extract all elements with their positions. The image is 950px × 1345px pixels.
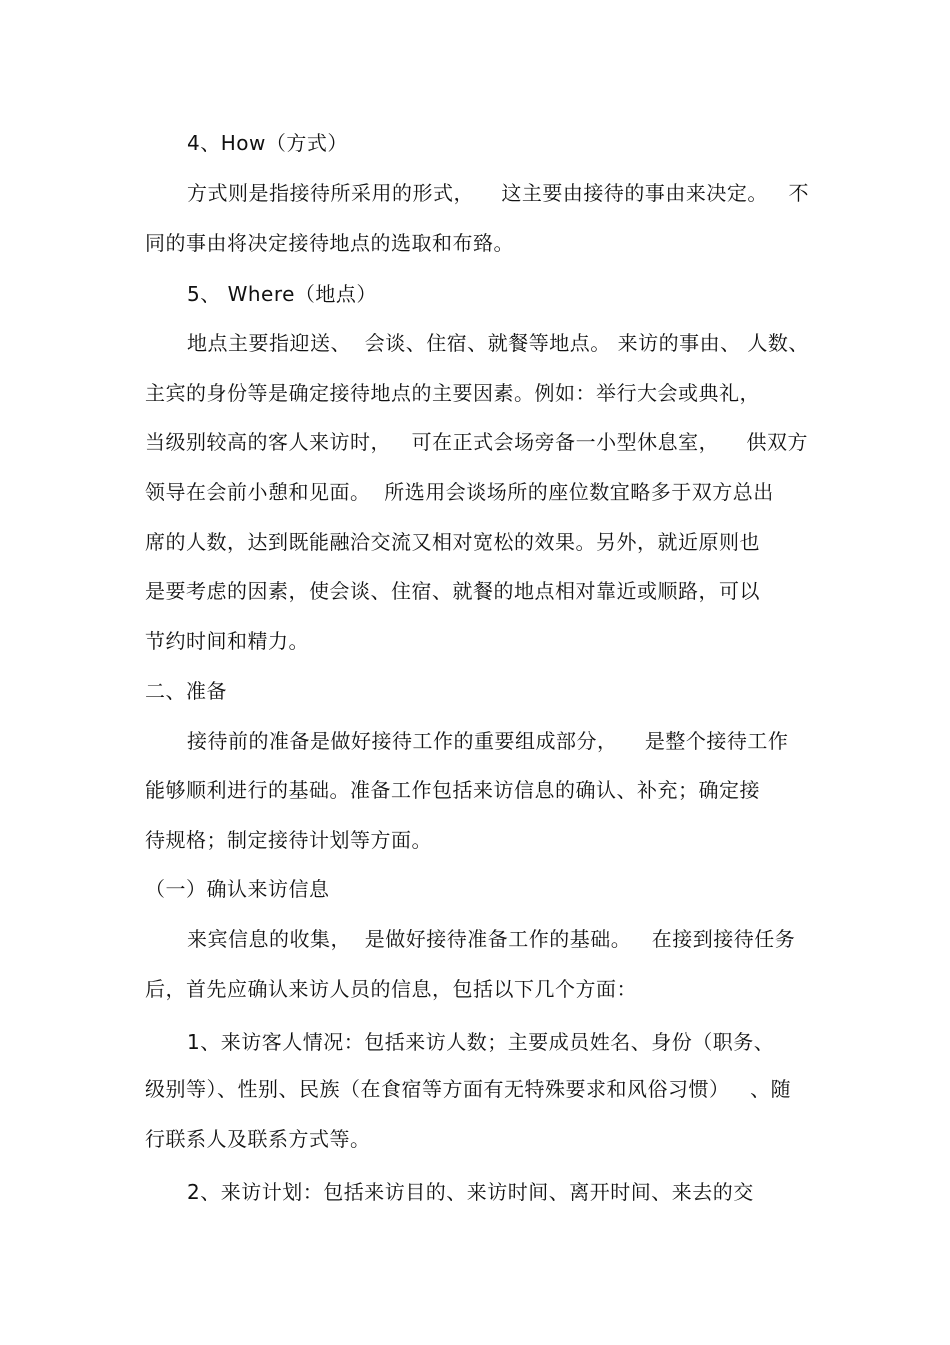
paragraph-line: 领导在会前小憩和见面。 所选用会谈场所的座位数宜略多于双方总出 <box>145 480 774 504</box>
paragraph-line: 后，首先应确认来访人员的信息，包括以下几个方面： <box>145 977 637 1001</box>
paragraph-line: 接待前的准备是做好接待工作的重要组成部分， 是整个接待工作 <box>187 729 789 753</box>
list-item-line: 行联系人及联系方式等。 <box>145 1127 371 1151</box>
paragraph-line: 能够顺利进行的基础。准备工作包括来访信息的确认、补充；确定接 <box>145 778 760 802</box>
paragraph-line: 同的事由将决定接待地点的选取和布臵。 <box>145 231 514 255</box>
section-heading-preparation: 二、准备 <box>145 679 227 703</box>
paragraph-line: 当级别较高的客人来访时， 可在正式会场旁备一小型休息室， 供双方 <box>145 430 809 454</box>
list-item-line: 1、来访客人情况：包括来访人数；主要成员姓名、身份（职务、 <box>187 1030 775 1054</box>
subsection-heading-confirm-info: （一）确认来访信息 <box>145 877 330 901</box>
paragraph-line: 待规格；制定接待计划等方面。 <box>145 828 432 852</box>
paragraph-line: 来宾信息的收集， 是做好接待准备工作的基础。 在接到接待任务 <box>187 927 796 951</box>
list-item-line: 2、来访计划：包括来访目的、来访时间、离开时间、来去的交 <box>187 1180 754 1204</box>
list-item-line: 级别等）、性别、民族（在食宿等方面有无特殊要求和风俗习惯） 、随 <box>145 1077 792 1101</box>
paragraph-line: 席的人数，达到既能融洽交流又相对宽松的效果。另外，就近原则也 <box>145 530 760 554</box>
paragraph-line: 主宾的身份等是确定接待地点的主要因素。例如：举行大会或典礼， <box>145 381 760 405</box>
paragraph-line: 是要考虑的因素，使会谈、住宿、就餐的地点相对靠近或顺路，可以 <box>145 579 760 603</box>
paragraph-line: 地点主要指迎送、 会谈、住宿、就餐等地点。 来访的事由、 人数、 <box>187 331 809 355</box>
heading-4-how: 4、How（方式） <box>187 131 348 155</box>
heading-5-where: 5、 Where（地点） <box>187 282 377 306</box>
paragraph-line: 方式则是指接待所采用的形式， 这主要由接待的事由来决定。 不 <box>187 181 810 205</box>
paragraph-line: 节约时间和精力。 <box>145 629 309 653</box>
